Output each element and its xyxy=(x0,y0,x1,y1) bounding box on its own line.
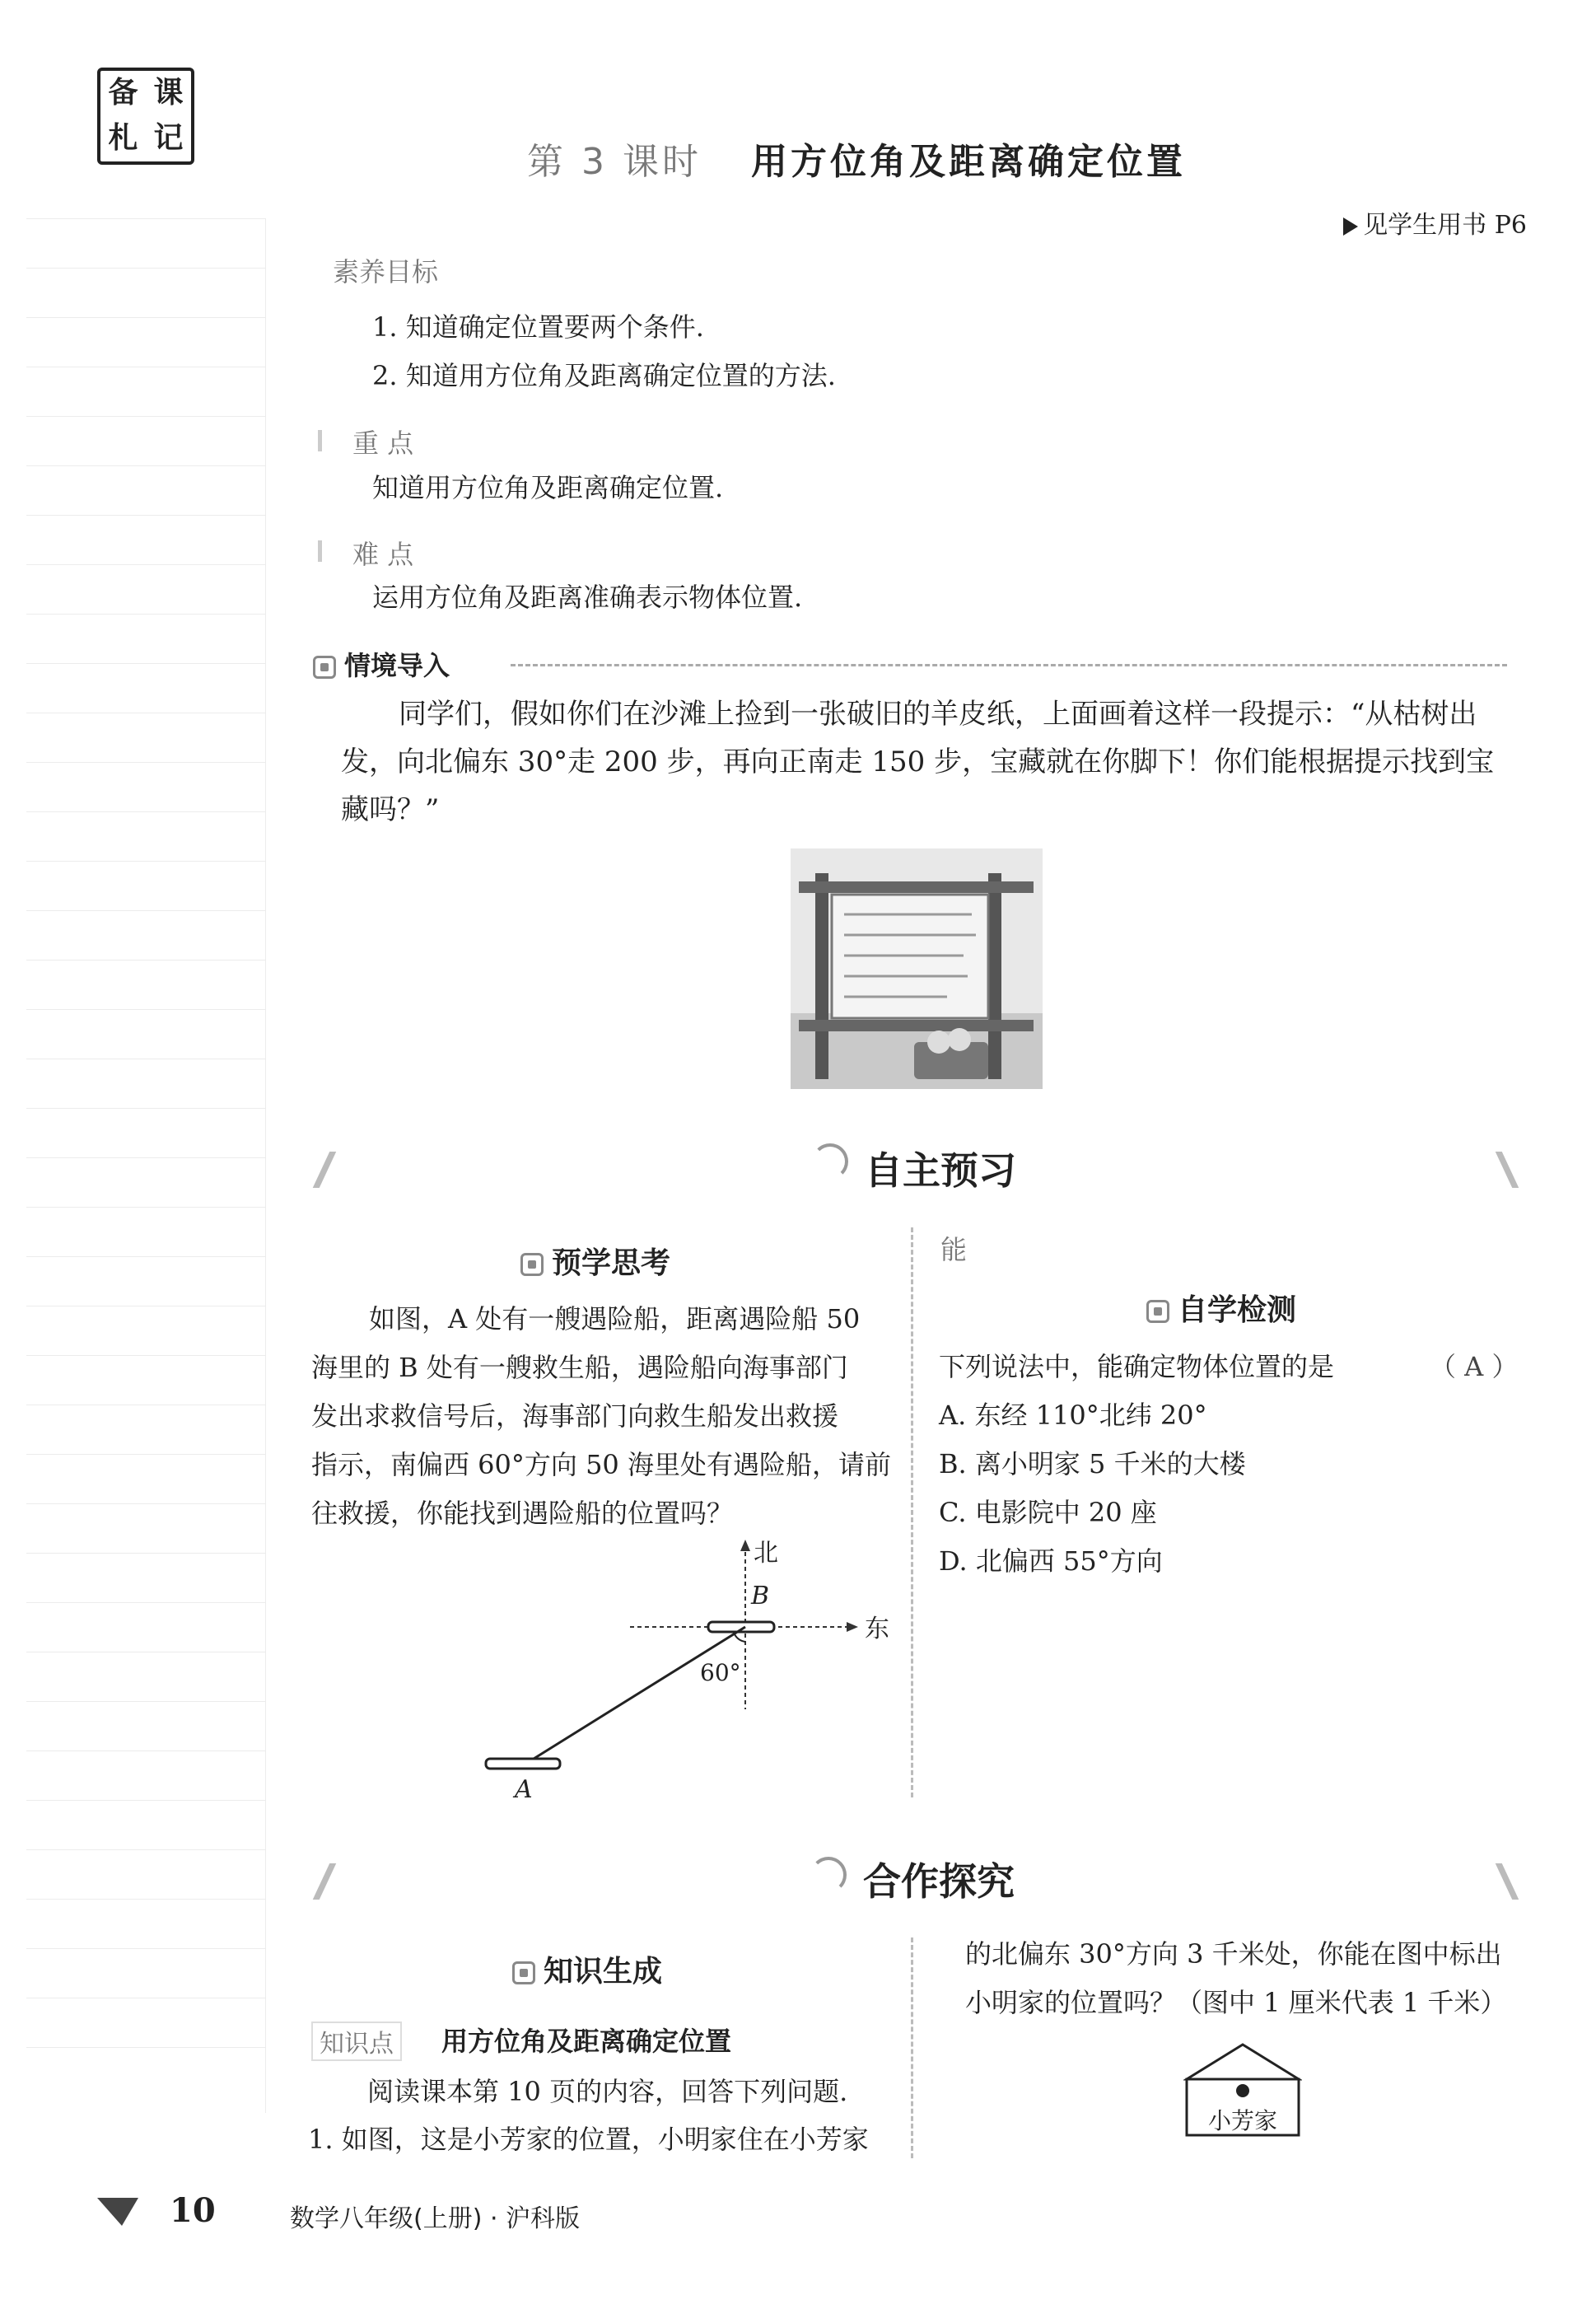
goals-label: 素养目标 xyxy=(333,256,439,287)
decor-slash xyxy=(313,1152,337,1188)
lesson-notes-stamp xyxy=(97,68,194,165)
house-icon xyxy=(1183,2041,1302,2138)
decor-slash xyxy=(1496,1863,1519,1900)
check-question: 下列说法中，能确定物体位置的是 xyxy=(939,1351,1335,1382)
margin-note-lines xyxy=(26,218,265,2113)
margin-divider xyxy=(265,218,266,2113)
option-a: A. 东经 110°北纬 20° xyxy=(939,1400,1207,1431)
difficulty-label: 难 点 xyxy=(352,539,414,570)
north-label: 北 xyxy=(754,1539,778,1568)
stamp-char: 课 xyxy=(153,76,184,110)
difficulty-text: 运用方位角及距离准确表示物体位置. xyxy=(372,582,803,613)
arrow-right-icon xyxy=(1343,217,1358,236)
knowledge-point-title: 用方位角及距离确定位置 xyxy=(441,2026,732,2057)
treasure-sign-illustration xyxy=(791,848,1043,1089)
option-b: B. 离小明家 5 千米的大楼 xyxy=(939,1448,1246,1479)
point-a-label: A xyxy=(515,1775,533,1804)
option-d: D. 北偏西 55°方向 xyxy=(939,1545,1163,1577)
decor-slash xyxy=(313,1863,337,1900)
goal-item: 1. 知道确定位置要两个条件. xyxy=(372,311,704,343)
swirl-icon xyxy=(812,1143,848,1180)
stamp-char: 备 xyxy=(108,76,138,110)
section-heading-explore: 合作探究 xyxy=(863,1859,1015,1904)
check-answer: （ A ） xyxy=(1430,1351,1519,1382)
option-c: C. 电影院中 20 座 xyxy=(939,1497,1157,1528)
knowledge-heading: 知识生成 xyxy=(512,1948,662,1990)
lesson-title xyxy=(527,132,1186,185)
rescue-ship-diagram xyxy=(461,1536,922,1808)
stray-character: 能 xyxy=(940,1234,968,1265)
student-book-reference: 见学生用书 P6 xyxy=(1343,204,1527,241)
swirl-icon xyxy=(810,1857,847,1893)
house-label: 小芳家 xyxy=(1207,2107,1278,2134)
lesson-number: 第 3 课时 xyxy=(527,141,702,183)
decor-slash xyxy=(1496,1152,1519,1188)
think-paragraph: 如图，A 处有一艘遇险船，距离遇险船 50 海里的 B 处有一艘救生船，遇险船向海事部门 发出求救信号后，海事部门向救生船发出救援 指示，南偏西 60°方向 50 海里处有遇险船，请前 往救援，你能找到遇险船的位置吗？ xyxy=(311,1303,891,1529)
key-point-label: 重 点 xyxy=(352,428,414,459)
question-1: 1. 如图，这是小芳家的位置，小明家住在小芳家 xyxy=(308,2124,869,2155)
column-divider xyxy=(911,1227,913,1797)
document-icon xyxy=(520,1253,544,1276)
east-label: 东 xyxy=(865,1615,889,1643)
key-point-text: 知道用方位角及距离确定位置. xyxy=(372,472,724,503)
point-b-label: B xyxy=(751,1582,770,1610)
difficulty-bar xyxy=(318,540,322,562)
think-heading: 预学思考 xyxy=(520,1240,670,1282)
intro-paragraph: 同学们，假如你们在沙滩上捡到一张破旧的羊皮纸，上面画着这样一段提示：“从枯树出 发，向北偏东 30°走 200 步，再向正南走 150 步，宝藏就在你脚下！你们能根据提示找到宝 藏吗？” xyxy=(341,698,1495,826)
document-icon xyxy=(1146,1300,1169,1323)
stamp-char: 札 xyxy=(108,121,138,155)
stamp-char: 记 xyxy=(153,121,184,155)
intro-divider xyxy=(511,664,1507,666)
knowledge-point-tag: 知识点 xyxy=(311,2022,402,2061)
question-1-continued: 的北偏东 30°方向 3 千米处，你能在图中标出 小明家的位置吗？（图中 1 厘米代表 1 千米） xyxy=(965,1938,1507,2018)
read-instruction: 阅读课本第 10 页的内容，回答下列问题. xyxy=(367,2076,848,2107)
footer-logo-icon xyxy=(89,2190,147,2231)
intro-heading: 情境导入 xyxy=(313,645,450,683)
document-icon xyxy=(512,1961,535,1984)
angle-label: 60° xyxy=(700,1659,741,1686)
lesson-title-text: 用方位角及距离确定位置 xyxy=(750,141,1186,183)
document-icon xyxy=(313,656,336,679)
book-title: 数学八年级(上册) · 沪科版 xyxy=(290,2204,581,2233)
key-point-bar xyxy=(318,430,322,451)
self-check-heading: 自学检测 xyxy=(1146,1287,1296,1329)
page-number: 10 xyxy=(170,2191,216,2230)
check-options xyxy=(939,1391,1246,1586)
goal-item: 2. 知道用方位角及距离确定位置的方法. xyxy=(372,360,836,391)
section-heading-preview: 自主预习 xyxy=(865,1148,1016,1193)
column-divider xyxy=(911,1937,913,2158)
